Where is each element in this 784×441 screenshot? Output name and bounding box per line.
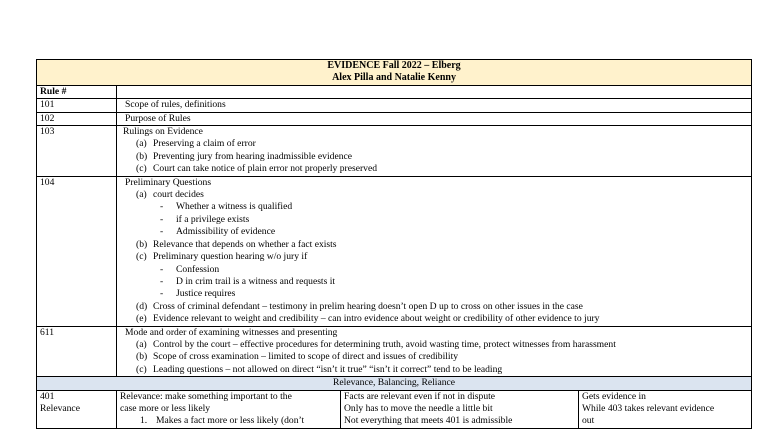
list-item <box>120 189 748 201</box>
item-text: Leading questions – not allowed on direct “isn’t it true” “isn’t it correct” tend to be leading <box>153 363 503 375</box>
rule-number: 104 <box>37 176 117 326</box>
dash-bullet: - <box>160 288 164 300</box>
rule-name: Relevance <box>40 402 80 414</box>
item-text: court decides <box>153 189 204 201</box>
rule-subject: Mode and order of examining witnesses and presenting <box>125 326 338 338</box>
item-text: Court can take notice of plain error not properly preserved <box>153 163 378 175</box>
sub-item <box>120 226 748 238</box>
note-line: Not everything that meets 401 is admissible <box>344 415 513 427</box>
sub-item-text: Admissibility of evidence <box>176 226 276 238</box>
evidence-outline-page <box>36 59 751 429</box>
item-label: (d) <box>136 300 148 312</box>
list-item <box>120 364 748 376</box>
rule-number: 103 <box>37 126 117 177</box>
sub-item <box>120 201 748 213</box>
item-label: (c) <box>136 251 147 263</box>
rules-table <box>36 59 752 429</box>
item-text: Preventing jury from hearing inadmissible evidence <box>153 150 353 162</box>
rule-subject: Purpose of Rules <box>125 112 191 124</box>
sub-item-text: D in crim trail is a witness and requests it <box>176 275 336 287</box>
list-item <box>120 313 748 325</box>
rule-number-cell <box>37 390 117 428</box>
dash-bullet: - <box>160 201 164 213</box>
item-label: (b) <box>136 351 148 363</box>
rule-number-header: Rule # <box>37 85 117 98</box>
list-item <box>120 415 337 427</box>
item-text: Scope of cross examination – limited to scope of direct and issues of credibility <box>153 351 459 363</box>
document-title: EVIDENCE Fall 2022 – Elberg <box>327 60 461 71</box>
header-empty-cell <box>117 85 752 98</box>
rule-subject: Rulings on Evidence <box>123 126 203 138</box>
list-item <box>120 239 748 251</box>
dash-bullet: - <box>160 263 164 275</box>
list-item <box>120 138 748 150</box>
sub-item <box>120 288 748 300</box>
section-header-row <box>37 377 752 390</box>
section-title: Relevance, Balancing, Reliance <box>37 377 752 390</box>
sub-item-text: Justice requires <box>176 288 236 300</box>
list-item <box>120 301 748 313</box>
item-text: Cross of criminal defendant – testimony in prelim hearing doesn’t open D up to cross on other issues in the case <box>153 300 583 312</box>
table-row <box>37 326 752 377</box>
item-label: (a) <box>136 138 147 150</box>
description-line: Relevance: make something important to the <box>120 390 292 402</box>
item-label: (b) <box>136 238 148 250</box>
item-label: (b) <box>136 150 148 162</box>
rule-description <box>117 99 752 112</box>
rule-number: 611 <box>37 326 117 377</box>
item-number: 1. <box>140 415 148 427</box>
header-row <box>37 85 752 98</box>
rule-description <box>117 112 752 125</box>
item-label: (a) <box>136 189 147 201</box>
item-label: (c) <box>136 363 147 375</box>
sub-item <box>120 264 748 276</box>
sub-item-text: Confession <box>176 263 220 275</box>
list-item <box>120 251 748 263</box>
rule-subject: Preliminary Questions <box>125 176 212 188</box>
dash-bullet: - <box>160 226 164 238</box>
rule-number: 102 <box>37 112 117 125</box>
table-row <box>37 112 752 125</box>
sub-item <box>120 276 748 288</box>
document-authors: Alex Pilla and Natalie Kenny <box>332 72 456 84</box>
rule-description <box>117 390 341 428</box>
item-text: Evidence relevant to weight and credibility – can intro evidence about weight or credibility of other evidence to jury <box>153 313 600 325</box>
item-text: Preliminary question hearing w/o jury if <box>153 251 308 263</box>
comparison-line: Gets evidence in <box>582 390 646 402</box>
rule-description <box>117 176 752 326</box>
item-label: (c) <box>136 163 147 175</box>
list-item <box>120 351 748 363</box>
item-label: (e) <box>136 313 147 325</box>
sub-item-text: Whether a witness is qualified <box>176 201 293 213</box>
table-row <box>37 126 752 177</box>
rule-description <box>117 126 752 177</box>
rule-description <box>117 326 752 377</box>
rule-subject: Scope of rules, definitions <box>125 99 226 111</box>
note-line: Only has to move the needle a little bit <box>344 402 493 414</box>
item-text: Relevance that depends on whether a fact exists <box>153 238 337 250</box>
rule-number: 101 <box>37 99 117 112</box>
description-line: case more or less likely <box>120 402 211 414</box>
title-row <box>37 60 752 86</box>
table-row <box>37 390 752 428</box>
title-cell <box>37 60 752 86</box>
list-item <box>120 339 748 351</box>
rule-comparison <box>579 390 752 428</box>
item-text: Control by the court – effective procedures for determining truth, avoid wasting time, protect witnesses from harassment <box>153 338 616 350</box>
table-row <box>37 176 752 326</box>
dash-bullet: - <box>160 275 164 287</box>
sub-item <box>120 214 748 226</box>
rule-number: 401 <box>40 390 55 402</box>
dash-bullet: - <box>160 213 164 225</box>
table-row <box>37 99 752 112</box>
sub-item-text: if a privilege exists <box>176 213 250 225</box>
item-text: Preserving a claim of error <box>153 138 256 150</box>
rule-notes <box>341 390 579 428</box>
list-item <box>120 163 748 175</box>
comparison-line: out <box>582 415 595 427</box>
list-item <box>120 151 748 163</box>
item-label: (a) <box>136 338 147 350</box>
item-text: Makes a fact more or less likely (don’t <box>156 415 305 427</box>
comparison-line: While 403 takes relevant evidence <box>582 402 715 414</box>
note-line: Facts are relevant even if not in dispute <box>344 390 496 402</box>
